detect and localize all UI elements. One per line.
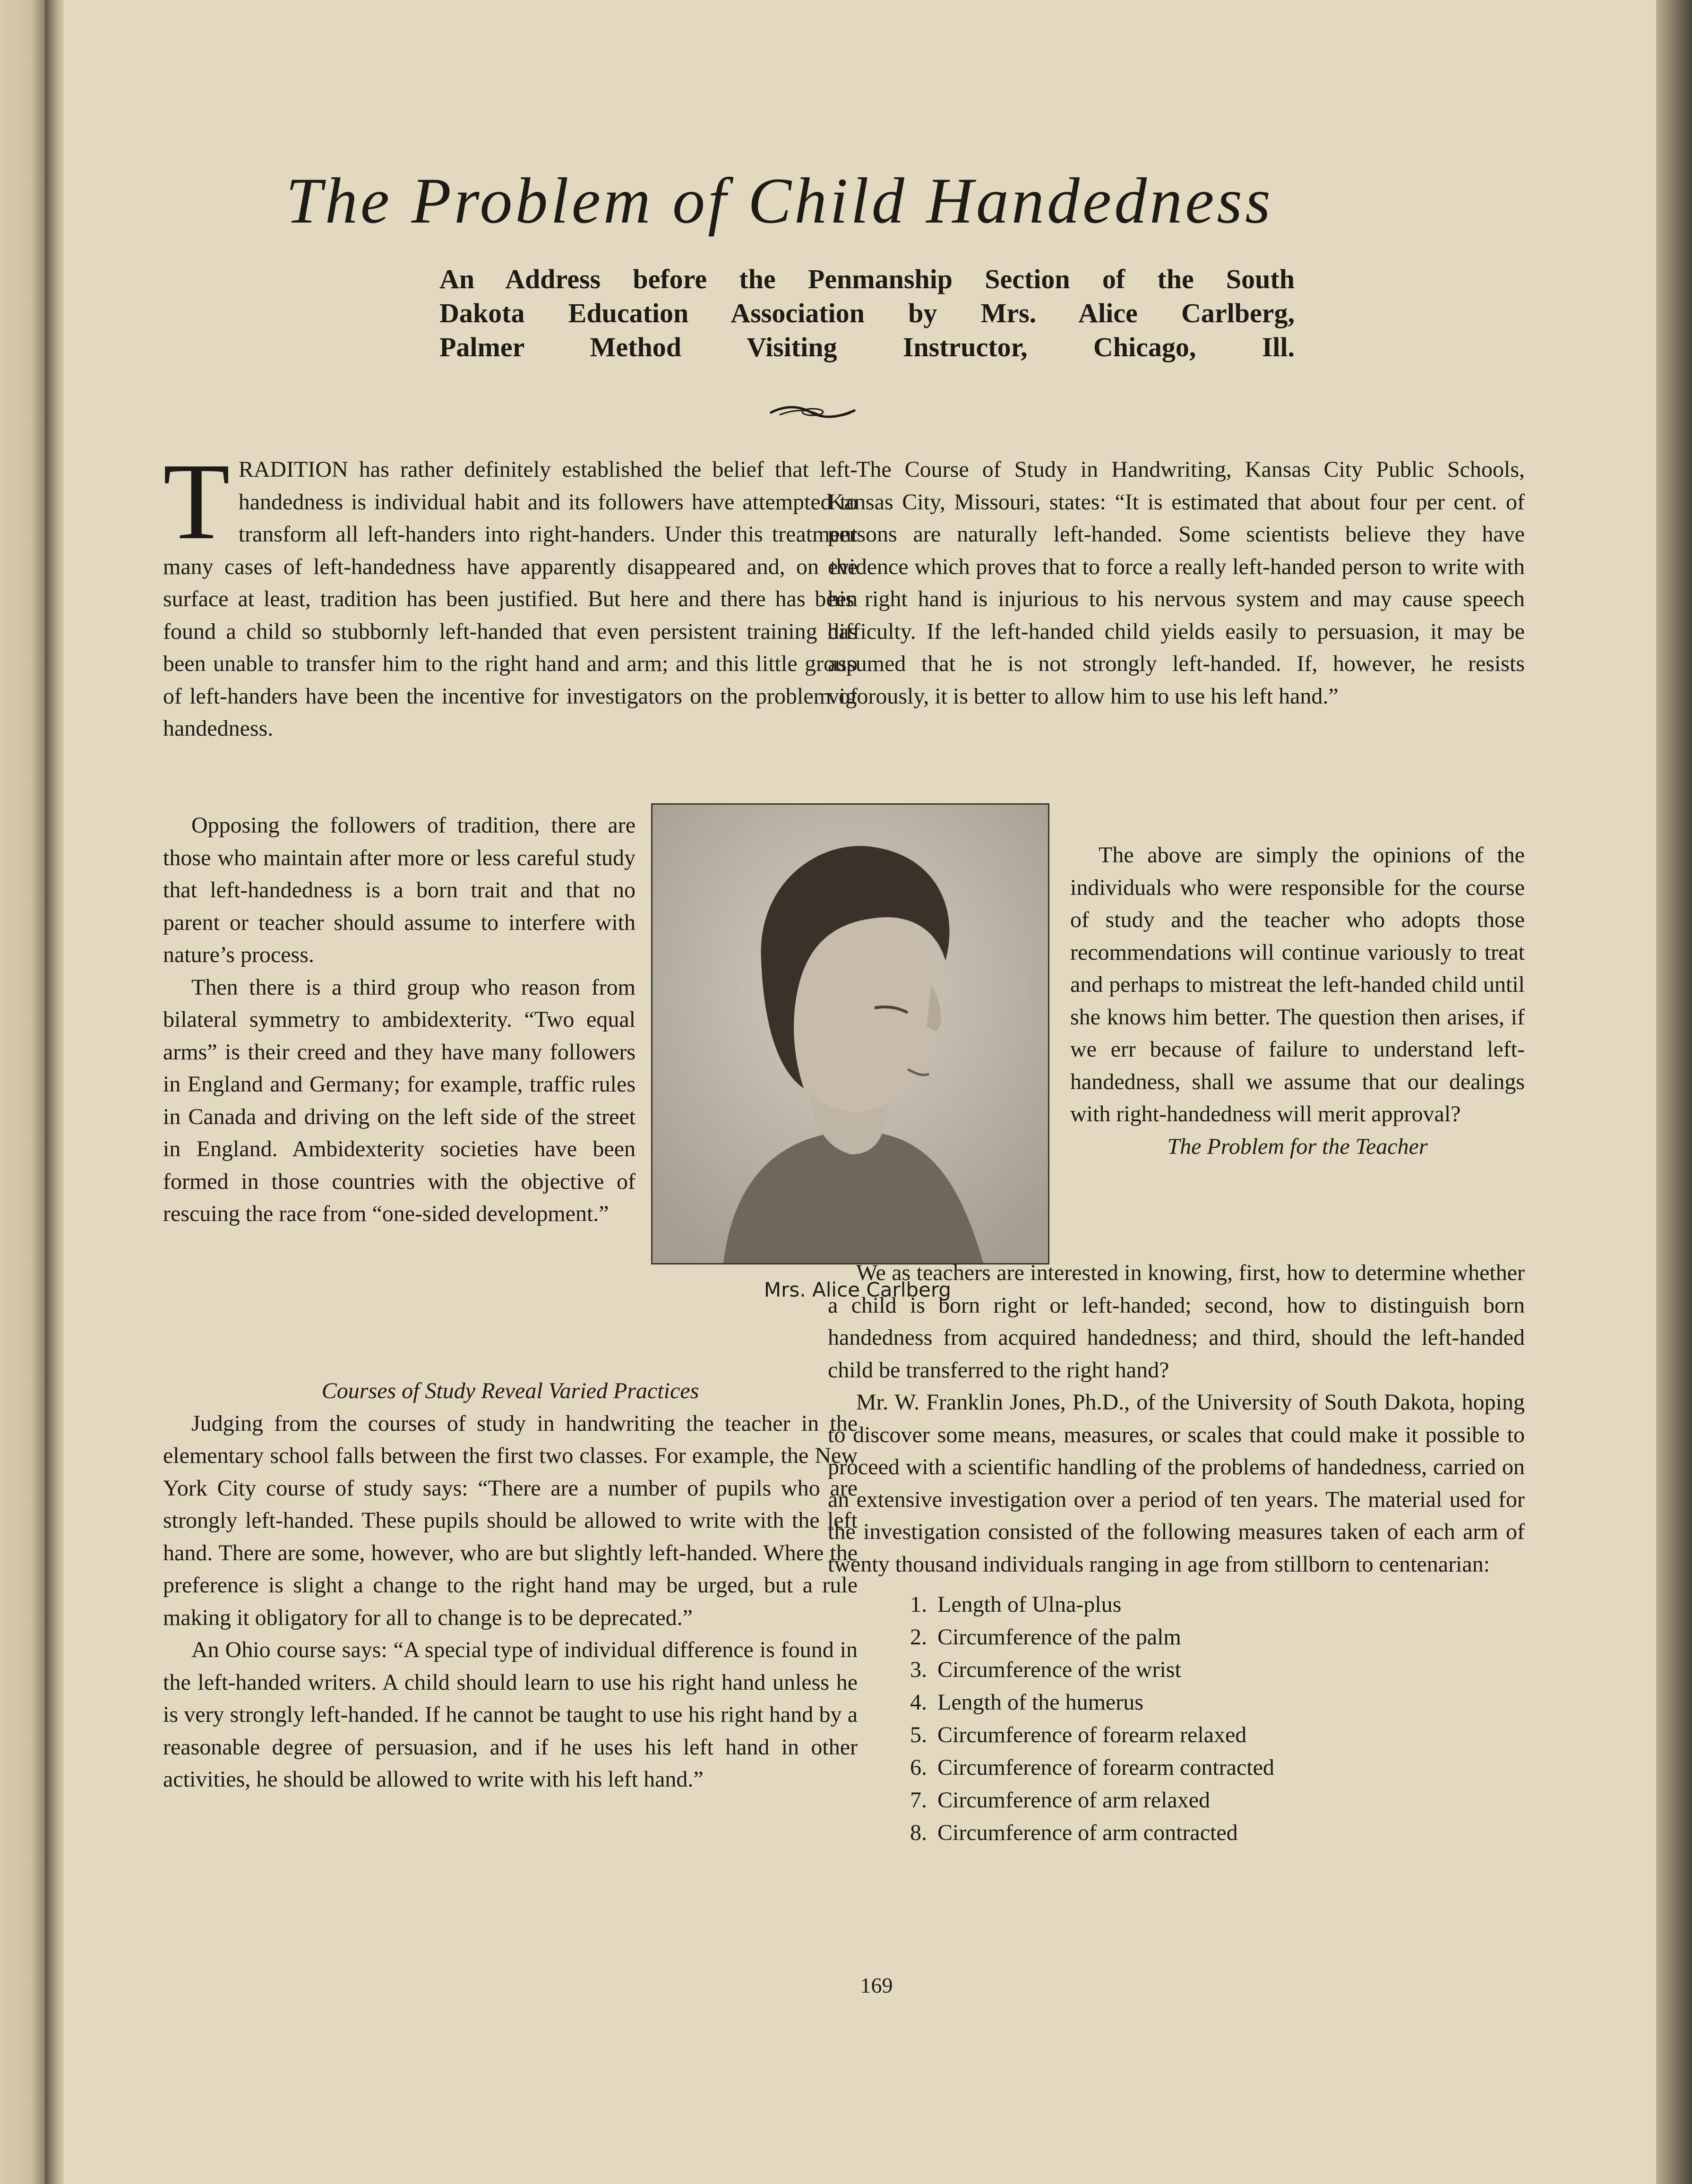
subtitle-line-1: An Address before the Penmanship Section of the South xyxy=(439,264,1295,294)
paragraph-new-york: Judging from the courses of study in handwriting the teacher in the elementary school falls between the first two classes. For example, the New York City course of study says: “There are a number of pupils who are strongly left-handed. These pupils should be allowed to write with the left hand. There are some, however, who are but slightly left-handed. Where the preference is slight a change to the right hand may be urged, but a rule making it obligatory for all to change is to be deprecated.” xyxy=(163,1410,858,1630)
article-subtitle xyxy=(439,262,1295,364)
page-edge-shadow xyxy=(1656,0,1692,2184)
list-item: 5. Circumference of forearm relaxed xyxy=(910,1722,1247,1747)
paragraph-jones: Mr. W. Franklin Jones, Ph.D., of the University of South Dakota, hoping to discover some means, measures, or scales that could make it possible to proceed with a scientific handling of the problems of handedness, carried on an extensive investigation over a period of ten years. The material used for the investigation consisted of the following measures taken of each arm of twenty thousand individuals ranging in age from stillborn to centenarian: xyxy=(828,1390,1525,1577)
paragraph-ohio: An Ohio course says: “A special type of individual difference is found in the left-handed writers. A child should learn to use his right hand unless he is very strongly left-handed. If he cannot be taught to use his right hand by a reasonable degree of persuasion, and if he uses his left hand in other activities, he should be allowed to write with his left hand.” xyxy=(163,1637,858,1792)
intro-paragraph-text: RADITION has rather definitely established the belief that left-handedness is individual habit and its followers have attempted to transform all left-handers into right-handers. Under this treatment many cases of left-handedness have apparently disappeared and, on the surface at least, tradition has been justified. But here and there has been found a child so stubbornly left-handed that even persistent training has been unable to transfer him to the right hand and arm; and this little group of left-handers have been the incentive for investigators on the problem of handedness. xyxy=(163,457,858,741)
photo-caption: Mrs. Alice Carlberg xyxy=(764,1278,952,1301)
list-item: 6. Circumference of forearm contracted xyxy=(910,1755,1274,1780)
measures-list xyxy=(885,1588,1525,1849)
right-column-narrow xyxy=(1070,839,1525,1163)
book-gutter xyxy=(45,0,64,2184)
subtitle-line-3: Palmer Method Visiting Instructor, Chicago, Ill. xyxy=(439,332,1295,362)
book-page xyxy=(64,0,1656,2184)
right-column-lower xyxy=(828,1257,1525,1849)
intro-paragraph xyxy=(163,441,858,745)
portrait-image xyxy=(653,805,1048,1263)
author-portrait-photo xyxy=(651,803,1049,1264)
paragraph-kansas-city: The Course of Study in Handwriting, Kansas City Public Schools, Kansas City, Missouri, states: “It is estimated that about four per cent. of persons are naturally left-handed. Some scientists believe they have evidence which proves that to force a really left-handed person to write with his right hand is injurious to his nervous system and may cause speech difficulty. If the left-handed child yields easily to persuasion, it may be assumed that he is not strongly left-handed. If, however, he resists vigorously, it is better to allow him to use his left hand.” xyxy=(828,457,1525,709)
list-item: 3. Circumference of the wrist xyxy=(910,1657,1181,1682)
list-item: 4. Length of the humerus xyxy=(910,1690,1143,1715)
right-column-upper xyxy=(828,454,1525,713)
section-heading-teacher: The Problem for the Teacher xyxy=(1167,1134,1428,1159)
list-item: 2. Circumference of the palm xyxy=(910,1625,1181,1650)
left-column-narrow xyxy=(163,809,636,1230)
list-item: 1. Length of Ulna-plus xyxy=(910,1592,1122,1617)
left-column-intro xyxy=(163,441,858,745)
left-column-lower xyxy=(163,1375,858,1796)
list-item: 7. Circumference of arm relaxed xyxy=(910,1788,1211,1813)
paragraph-third-group: Then there is a third group who reason from bilateral symmetry to ambidexterity. “Two equal arms” is their creed and they have many followers in England and Germany; for example, traffic rules in Canada and driving on the left side of the street in England. Ambidexterity societies have been formed in those countries with the objective of rescuing the race from “one-sided development.” xyxy=(163,974,636,1226)
section-heading-courses: Courses of Study Reveal Varied Practices xyxy=(321,1378,699,1403)
decorative-flourish-icon xyxy=(765,403,860,421)
paragraph-opinions: The above are simply the opinions of the individuals who were responsible for the course of study and the teacher who adopts those recommendations will continue variously to treat and perhaps to mistreat the left-handed child until she knows him better. The question then arises, if we err because of failure to understand left-handedness, shall we assume that our dealings with right-handedness will merit approval? xyxy=(1070,843,1525,1126)
drop-cap: T xyxy=(163,441,230,562)
paragraph-teachers: We as teachers are interested in knowing, first, how to determine whether a child is born right or left-handed; second, how to distinguish born handedness from acquired handedness; and third, should the left-handed child be transferred to the right hand? xyxy=(828,1260,1525,1383)
facing-page-edge xyxy=(0,0,45,2184)
paragraph-opposing: Opposing the followers of tradition, there are those who maintain after more or less careful study that left-handedness is a born trait and that no parent or teacher should assume to interfere with nature’s process. xyxy=(163,813,636,967)
list-item: 8. Circumference of arm contracted xyxy=(910,1820,1238,1845)
subtitle-line-2: Dakota Education Association by Mrs. Alice Carlberg, xyxy=(439,298,1295,328)
page-number: 169 xyxy=(860,1973,893,1997)
article-title: The Problem of Child Handedness xyxy=(286,164,1273,237)
